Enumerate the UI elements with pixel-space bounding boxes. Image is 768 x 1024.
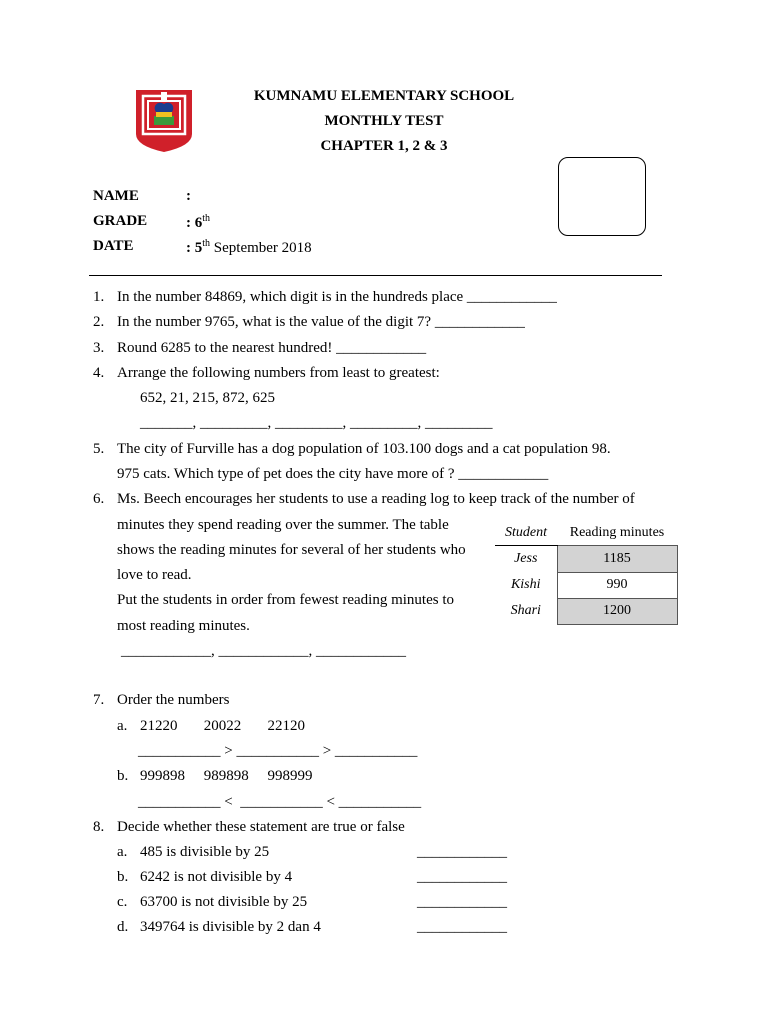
q7b-blanks: ___________ < ___________ < ___________: [138, 794, 422, 810]
table-cell-minutes: 1185: [557, 546, 677, 573]
q5-line2: 975 cats. Which type of pet does the city have more of ? ____________: [117, 466, 549, 482]
q6-line4: love to read.: [117, 567, 192, 583]
table-header-row: [495, 521, 677, 546]
grade-value: : 6th: [186, 213, 211, 231]
table-cell-student: Jess: [514, 551, 538, 566]
table-header-student: Student: [495, 521, 557, 546]
q8-item-label: a.: [117, 844, 128, 860]
q7-text: Order the numbers: [117, 692, 230, 708]
q7-number: 7.: [93, 692, 105, 708]
q6-line5: Put the students in order from fewest reading minutes to: [117, 592, 455, 608]
q7b-numbers: 999898 989898 998999: [140, 768, 313, 784]
table-row: [495, 572, 677, 598]
q1-number: 1.: [93, 289, 105, 305]
q8-item-text: 63700 is not divisible by 25: [140, 894, 308, 910]
name-value: :: [186, 188, 191, 204]
q7b-label: b.: [117, 768, 129, 784]
q8-text: Decide whether these statement are true or false: [117, 819, 405, 835]
q3-number: 3.: [93, 340, 105, 356]
q6-number: 6.: [93, 491, 105, 507]
q8-item-text: 6242 is not divisible by 4: [140, 869, 293, 885]
date-value: : 5th September 2018: [186, 238, 312, 256]
test-title: MONTHLY TEST: [324, 113, 444, 129]
table-row: [495, 546, 677, 573]
q2-text: In the number 9765, what is the value of the digit 7? ____________: [117, 314, 525, 330]
q8-number: 8.: [93, 819, 105, 835]
table-cell-student: Kishi: [510, 577, 541, 592]
q4-number: 4.: [93, 365, 105, 381]
table-cell-student: Shari: [510, 603, 541, 618]
q8-item-blank: ____________: [417, 919, 507, 935]
q4-blanks: _______, _________, _________, _________, _________: [140, 415, 493, 431]
photo-box: [558, 157, 646, 236]
chapter-title: CHAPTER 1, 2 & 3: [320, 138, 448, 154]
q5-line1: The city of Furville has a dog population of 103.100 dogs and a cat population 98.: [117, 441, 611, 457]
table-cell-minutes: 990: [557, 572, 677, 598]
q6-line3: shows the reading minutes for several of her students who: [117, 542, 466, 558]
name-label: NAME: [93, 188, 139, 204]
grade-label: GRADE: [93, 213, 148, 229]
header-divider: [89, 275, 662, 276]
school-name: KUMNAMU ELEMENTARY SCHOOL: [253, 88, 515, 104]
table-cell-minutes: 1200: [557, 598, 677, 624]
q8-item-label: c.: [117, 894, 128, 910]
q2-number: 2.: [93, 314, 105, 330]
q7a-label: a.: [117, 718, 128, 734]
q6-line1: Ms. Beech encourages her students to use a reading log to keep track of the number of: [117, 491, 635, 507]
q8-item-blank: ____________: [417, 869, 507, 885]
q1-text: In the number 84869, which digit is in the hundreds place ____________: [117, 289, 557, 305]
q8-item-label: b.: [117, 869, 129, 885]
q8-item-text: 349764 is divisible by 2 dan 4: [140, 919, 321, 935]
q8-item-label: d.: [117, 919, 129, 935]
q8-item-blank: ____________: [417, 894, 507, 910]
reading-table: [495, 521, 678, 625]
table-row: [495, 598, 677, 624]
q6-line2: minutes they spend reading over the summer. The table: [117, 517, 449, 533]
q5-number: 5.: [93, 441, 105, 457]
q8-item-blank: ____________: [417, 844, 507, 860]
q8-item-text: 485 is divisible by 25: [140, 844, 270, 860]
q6-blanks: ____________, ____________, ____________: [121, 643, 406, 659]
table-header-minutes: Reading minutes: [569, 525, 665, 540]
q7a-numbers: 21220 20022 22120: [140, 718, 305, 734]
q4-numbers: 652, 21, 215, 872, 625: [140, 390, 275, 406]
q7a-blanks: ___________ > ___________ > ___________: [138, 743, 418, 759]
q4-text: Arrange the following numbers from least to greatest:: [117, 365, 440, 381]
q3-text: Round 6285 to the nearest hundred! ____________: [117, 340, 427, 356]
date-label: DATE: [93, 238, 134, 254]
q6-line6: most reading minutes.: [117, 618, 250, 634]
